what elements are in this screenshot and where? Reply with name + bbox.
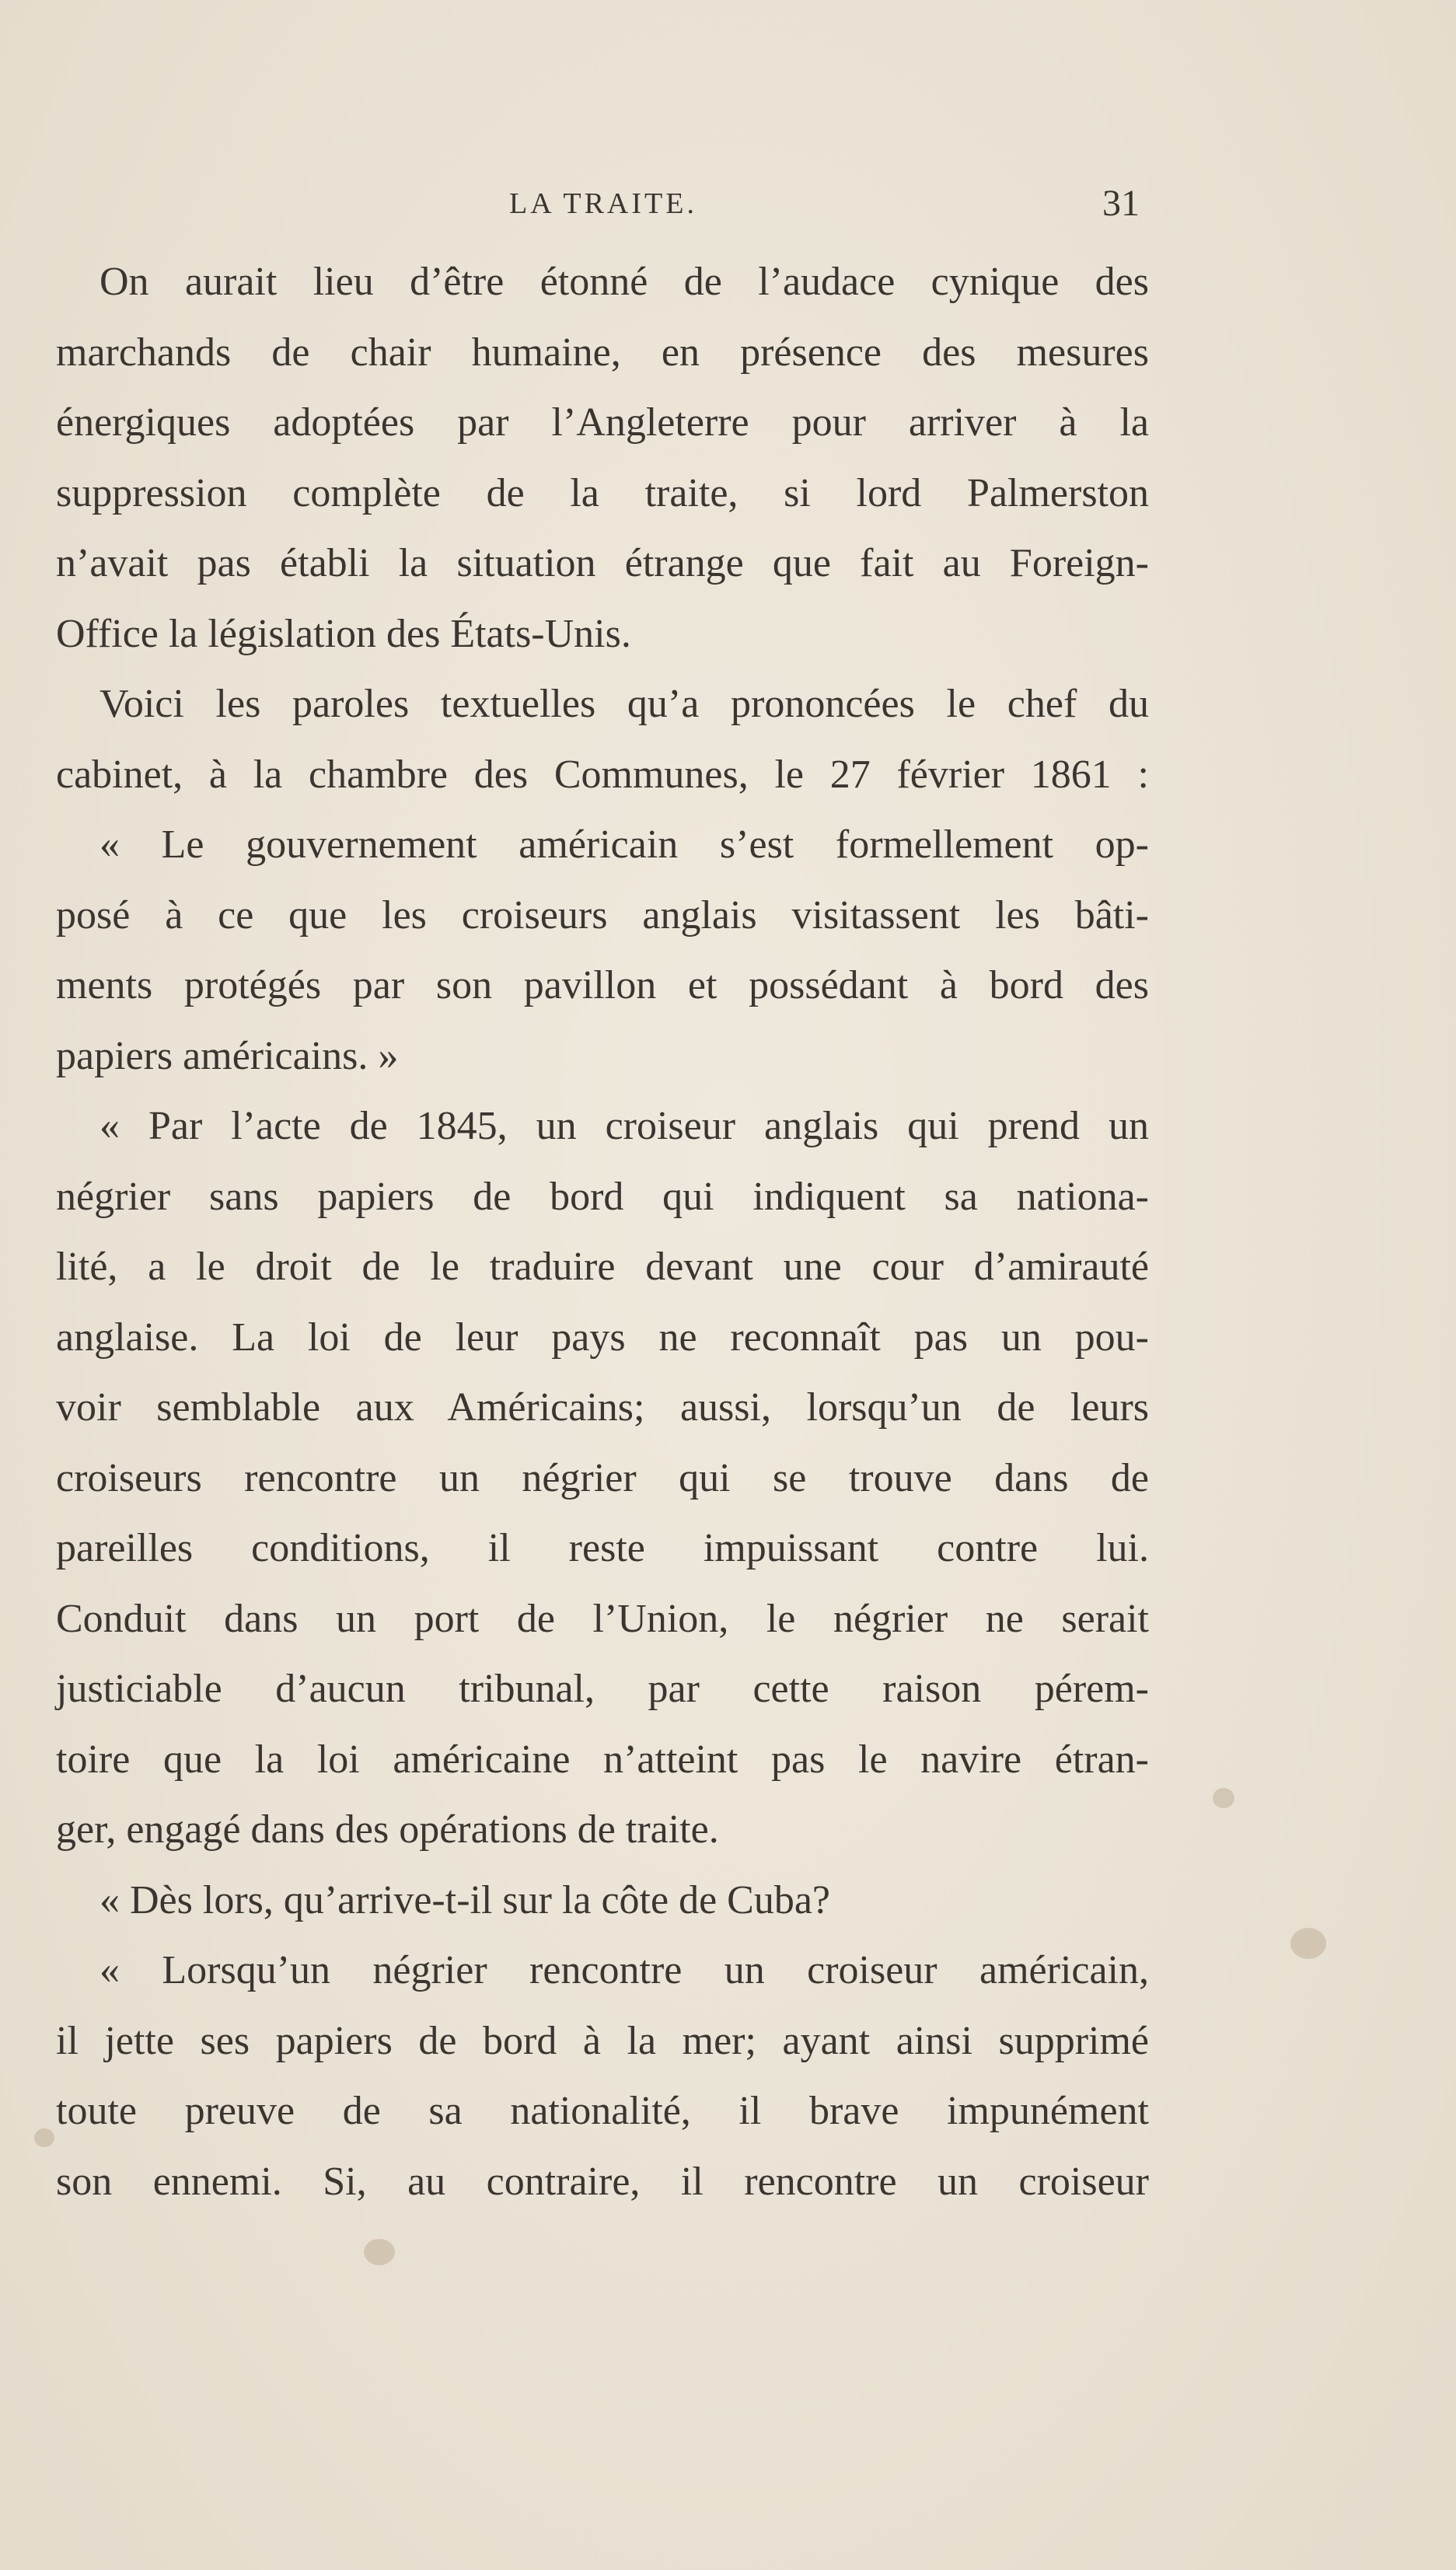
text-line: Conduit dans un port de l’Union, le négrier ne serait (56, 1596, 1149, 1641)
text-line: On aurait lieu d’être étonné de l’audace cynique des (100, 260, 1149, 304)
text-line: négrier sans papiers de bord qui indiquent sa nationa- (56, 1174, 1149, 1219)
text-line: son ennemi. Si, au contraire, il rencontre un croiseur (56, 2159, 1149, 2204)
text-line: papiers américains. » (56, 1033, 399, 1078)
text-line: « Dès lors, qu’arrive-t-il sur la côte de Cuba? (100, 1877, 831, 1922)
running-head (0, 180, 1456, 227)
paper-speck (34, 2128, 54, 2147)
paper-speck (1213, 1788, 1234, 1808)
text-line: n’avait pas établi la situation étrange que fait au Foreign- (56, 541, 1149, 585)
text-line: lité, a le droit de le traduire devant une cour d’amirauté (56, 1245, 1149, 1289)
paper-speck (1290, 1928, 1326, 1959)
text-line: « Le gouvernement américain s’est formellement op- (100, 822, 1149, 867)
text-line: justiciable d’aucun tribunal, par cette raison pérem- (56, 1667, 1149, 1711)
text-line: voir semblable aux Américains; aussi, lorsqu’un de leurs (56, 1385, 1149, 1430)
text-line: ments protégés par son pavillon et possédant à bord des (56, 963, 1149, 1007)
text-line: Office la législation des États-Unis. (56, 611, 631, 656)
text-line: toute preuve de sa nationalité, il brave impunément (56, 2089, 1149, 2133)
text-line: cabinet, à la chambre des Communes, le 27 février 1861 : (56, 752, 1149, 797)
text-line: énergiques adoptées par l’Angleterre pour arriver à la (56, 400, 1149, 445)
text-line: anglaise. La loi de leur pays ne reconnaît pas un pou- (56, 1315, 1149, 1360)
text-line: posé à ce que les croiseurs anglais visitassent les bâti- (56, 892, 1149, 938)
text-line: « Par l’acte de 1845, un croiseur anglais qui prend un (100, 1104, 1149, 1148)
page-number: 31 (1102, 183, 1140, 224)
running-title: LA TRAITE. (509, 187, 697, 220)
text-line: croiseurs rencontre un négrier qui se trouve dans de (56, 1455, 1149, 1500)
text-line: Voici les paroles textuelles qu’a prononcées le chef du (100, 682, 1149, 726)
text-line: pareilles conditions, il reste impuissant contre lui. (56, 1526, 1149, 1570)
text-line: il jette ses papiers de bord à la mer; ayant ainsi supprimé (56, 2018, 1149, 2063)
body-text (56, 247, 1149, 2217)
text-line: toire que la loi américaine n’atteint pas le navire étran- (56, 1737, 1149, 1782)
text-line: suppression complète de la traite, si lord Palmerston (56, 470, 1149, 515)
text-line: marchands de chair humaine, en présence des mesures (56, 330, 1149, 375)
text-line: « Lorsqu’un négrier rencontre un croiseur américain, (100, 1948, 1149, 1992)
paper-speck (364, 2239, 395, 2265)
text-line: ger, engagé dans des opérations de traite. (56, 1807, 719, 1852)
